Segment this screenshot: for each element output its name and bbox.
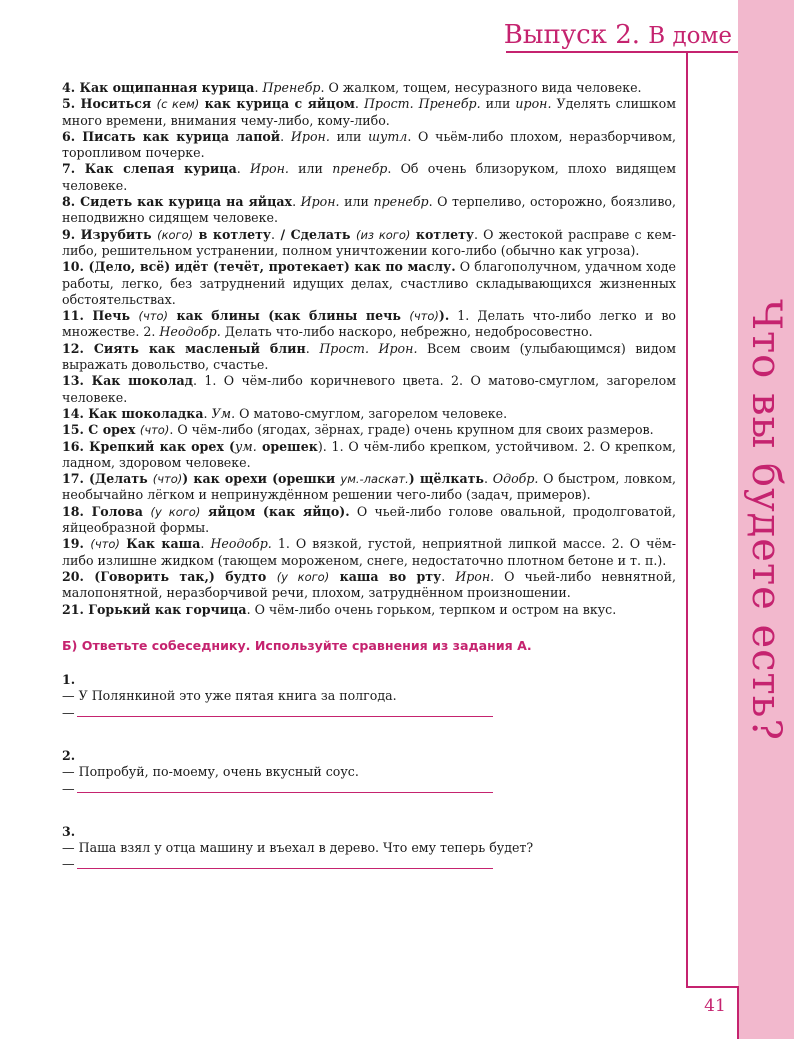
idiom-entry <box>62 504 676 537</box>
entry-segment: 17. (Делать <box>62 471 153 487</box>
entry-segment: . <box>270 226 275 242</box>
answer-dash: — <box>62 704 75 720</box>
entry-segment: (с кем) <box>156 97 200 112</box>
footer-rule-vertical <box>737 986 739 1039</box>
entry-segment: Прост. Пренебр. <box>363 96 481 112</box>
idiom-entry <box>62 129 676 162</box>
entry-segment: . <box>280 128 291 144</box>
entry-segment: (что) <box>138 309 169 324</box>
entry-segment: 4. Как ощипанная курица <box>62 80 255 95</box>
entry-segment: ум. <box>235 438 257 454</box>
entry-segment: Как каша <box>119 536 201 552</box>
question-number: 2. <box>62 747 76 763</box>
answer-line[interactable] <box>77 868 493 869</box>
entry-segment: ). <box>438 308 450 324</box>
entry-segment: . О чём-либо очень горьком, терпком и остром на вкус. <box>246 601 617 617</box>
idiom-entry <box>62 602 676 618</box>
side-title <box>738 0 794 1039</box>
entry-segment: (у кого) <box>150 504 201 519</box>
idiom-entry <box>62 341 676 374</box>
idiom-entry <box>62 259 676 308</box>
entry-segment: Ум. <box>211 405 236 421</box>
entry-segment: . Об очень близоруком, плохо видящем человеке. <box>62 161 676 193</box>
entry-segment: 8. Сидеть как курица на яйцах <box>62 194 293 210</box>
entry-segment: 11. Печь <box>62 308 139 324</box>
entry-segment: 1. Делать что-либо легко и во множестве. 2. <box>62 308 676 340</box>
question-list <box>62 672 676 873</box>
entry-segment: Ирон. <box>455 568 495 584</box>
question-item <box>62 824 676 873</box>
entry-segment: шутл <box>368 128 408 144</box>
question-prompt: — У Полянкиной это уже пятая книга за полгода. <box>62 688 397 704</box>
topic-label: В доме <box>648 23 732 49</box>
entry-segment: 19. <box>62 536 91 552</box>
entry-segment: ) как орехи (орешки <box>182 471 341 487</box>
header-rule <box>506 51 738 53</box>
entry-segment: . <box>236 161 250 177</box>
entry-segment: . <box>354 96 364 112</box>
entry-segment: (у кого) <box>276 569 330 584</box>
entry-segment: . <box>200 536 211 552</box>
entry-segment: . <box>305 340 320 356</box>
entry-segment: или <box>288 161 333 177</box>
answer-field[interactable] <box>62 856 676 872</box>
entry-segment: орешек <box>256 438 318 454</box>
entry-segment: Пренебр <box>262 80 321 95</box>
entry-segment: . О жалком, тощем, несуразного вида человеке. <box>320 80 642 95</box>
side-title-text: Что вы будете есть? <box>743 299 789 741</box>
entry-segment: как курица с яйцом <box>199 96 355 112</box>
entry-segment: 14. Как шоколадка <box>62 405 204 421</box>
idiom-entry <box>62 422 676 438</box>
entry-segment: (что) <box>152 472 183 487</box>
entry-segment: . <box>203 405 212 421</box>
issue-label: Выпуск 2. <box>503 20 640 50</box>
entry-segment: 13. Как шоколад <box>62 373 193 389</box>
answer-field[interactable] <box>62 781 676 797</box>
entry-segment: Прост. Ирон. <box>319 340 418 356</box>
question-item <box>62 672 676 721</box>
entry-segment: 18. Голова <box>62 503 151 519</box>
entry-segment: . <box>254 80 263 95</box>
entry-segment: . О жестокой расправе с кем-либо, решительном устранении, полном уничтожении кого-либо (обычно как угроза). <box>62 226 677 258</box>
answer-dash: — <box>62 780 75 796</box>
entry-segment: 1. О вязкой, густой, неприятной липкой массе. 2. О чём-либо излишне жидком (тающем мороженом, снеге, недостаточно плотном бетоне и т. п.). <box>62 536 676 568</box>
idiom-entry <box>62 227 676 260</box>
entry-segment: каша во рту <box>329 568 442 584</box>
entry-segment: 16. Крепкий как орех ( <box>62 438 235 454</box>
idiom-entry <box>62 536 676 569</box>
entry-segment: как блины (как блины печь <box>168 308 410 324</box>
footer-rule <box>686 986 738 988</box>
idiom-entry <box>62 373 676 406</box>
entry-segment: ирон. <box>515 96 552 112</box>
entry-segment: (из кого) <box>355 227 411 242</box>
entry-segment: или <box>339 194 374 210</box>
entry-segment: 9. Изрубить <box>62 226 158 242</box>
entry-segment: О чьей-либо невнятной, малопонятной, неразборчивой речи, плохом, затруднённом произношении. <box>62 568 676 601</box>
entry-segment: . <box>292 194 301 210</box>
entry-segment: О благополучном, удачном ходе работы, легко, без затруднений идущих делах, счастливо складывающихся жизненных обстоятельствах. <box>62 259 676 307</box>
entry-segment: Неодобр. <box>210 536 272 552</box>
idiom-entry <box>62 161 676 194</box>
entry-segment: . 1. О чём-либо коричневого цвета. 2. О матово-смуглом, загорелом человеке. <box>62 373 676 405</box>
answer-line[interactable] <box>77 716 493 717</box>
idiom-entry <box>62 80 676 96</box>
entry-segment: 21. Горький как горчица <box>62 601 247 617</box>
answer-field[interactable] <box>62 705 676 721</box>
answer-dash: — <box>62 856 75 872</box>
entry-segment: О чьей-либо голове овальной, продолговатой, яйцеобразной формы. <box>62 503 676 536</box>
entry-segment: или <box>480 96 516 112</box>
idiom-entry <box>62 194 676 227</box>
entry-segment: или <box>329 128 369 144</box>
entry-segment: Одобр. <box>492 471 539 487</box>
entry-segment: 6. Писать как курица лапой <box>62 128 281 144</box>
entry-segment: (что) <box>139 423 170 438</box>
question-prompt: — Паша взял у отца машину и въехал в дерево. Что ему теперь будет? <box>62 840 534 856</box>
entry-segment: яйцом (как яйцо). <box>200 503 350 519</box>
answer-line[interactable] <box>77 792 493 793</box>
entry-segment: пренебр <box>373 194 429 210</box>
entry-segment: 12. Сиять как масленый блин <box>62 340 306 356</box>
idiom-entry <box>62 439 676 472</box>
entry-segment: Уделять слишком много времени, внимания чему-либо, кому-либо. <box>62 96 676 128</box>
entry-segment: Ирон. <box>290 128 330 144</box>
entry-segment: . О терпеливо, осторожно, боязливо, неподвижно сидящем человеке. <box>62 194 676 226</box>
entry-segment: 10. (Дело, всё) идёт (течёт, протекает) как по маслу. <box>62 259 456 275</box>
main-content <box>62 80 676 900</box>
entry-segment: Всем своим (улыбающимся) видом выражать довольство, счастье. <box>62 340 677 373</box>
entry-segment: (что) <box>409 309 439 324</box>
page-number: 41 <box>704 996 726 1016</box>
idiom-list <box>62 80 676 618</box>
entry-segment: . О чьём-либо плохом, неразборчивом, торопливом почерке. <box>62 128 676 161</box>
entry-segment: . О чём-либо (ягодах, зёрнах, граде) очень крупном для своих размеров. <box>169 422 654 438</box>
entry-segment: Ирон. <box>300 194 340 210</box>
entry-segment: . <box>441 568 456 584</box>
entry-segment: (что) <box>90 537 120 552</box>
question-item <box>62 748 676 797</box>
entry-segment: 15. С орех <box>62 422 140 438</box>
entry-segment: (кого) <box>157 227 194 242</box>
task-b-heading: Б) Ответьте собеседнику. Используйте сравнения из задания А. <box>62 637 532 653</box>
entry-segment: 5. Носиться <box>62 96 157 112</box>
entry-segment: О матово-смуглом, загорелом человеке. <box>235 405 508 421</box>
running-header <box>504 20 732 50</box>
entry-segment: . <box>483 471 493 487</box>
idiom-entry <box>62 406 676 422</box>
entry-segment: Делать что-либо наскоро, небрежно, недобросовестно. <box>220 324 593 340</box>
entry-segment: Неодобр. <box>159 324 221 340</box>
idiom-entry <box>62 308 676 341</box>
question-number: 3. <box>62 823 76 839</box>
question-prompt: — Попробуй, по-моему, очень вкусный соус. <box>62 764 359 780</box>
entry-segment: ). 1. О чём-либо крепком, устойчивом. 2. О крепком, ладном, здоровом человеке. <box>62 438 676 470</box>
entry-segment: ) щёлкать <box>408 471 484 487</box>
question-number: 1. <box>62 672 76 688</box>
entry-segment: 7. Как слепая курица <box>62 161 237 177</box>
entry-segment: / Сделать <box>274 226 356 242</box>
idiom-entry <box>62 96 676 129</box>
entry-segment: 20. (Говорить так,) будто <box>62 568 277 584</box>
entry-segment: О быстром, ловком, необычайно лёгком и непринуждённом решении чего-либо (задач, примеров). <box>62 471 677 503</box>
idiom-entry <box>62 569 676 602</box>
entry-segment: пренебр <box>332 161 388 177</box>
entry-segment: котлету <box>410 226 474 242</box>
idiom-entry <box>62 471 676 504</box>
margin-rule <box>686 52 688 987</box>
entry-segment: ум.-ласкат. <box>340 472 409 487</box>
entry-segment: в котлету <box>193 226 271 242</box>
entry-segment: Ирон. <box>249 161 289 177</box>
